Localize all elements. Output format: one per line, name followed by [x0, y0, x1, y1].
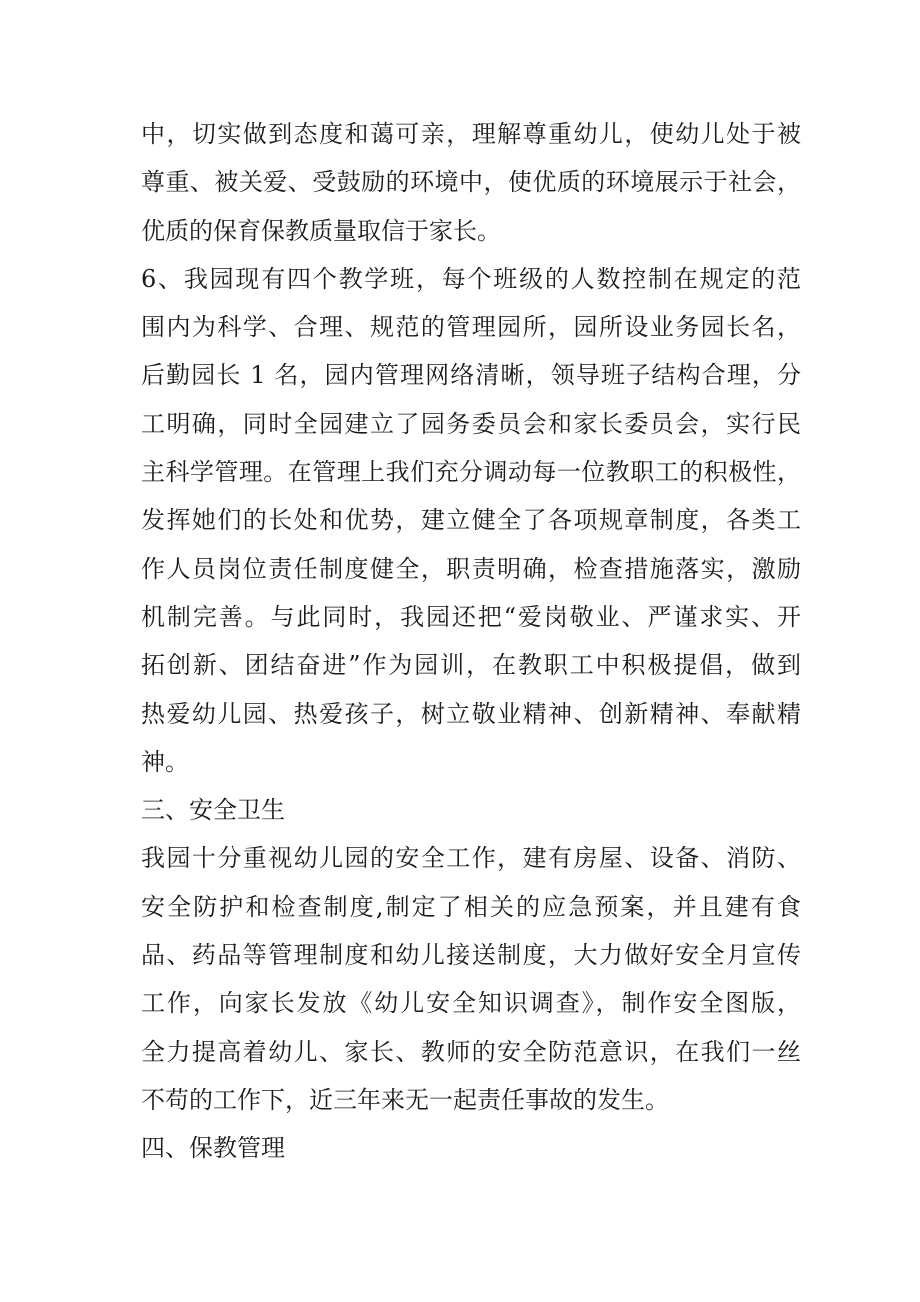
- text-line: 作人员岗位责任制度健全，职责明确，检查措施落实，激励: [141, 554, 801, 583]
- text-line: 6、我园现有四个教学班，每个班级的人数控制在规定的范: [141, 264, 801, 293]
- section-heading: 四、保教管理: [141, 1134, 285, 1163]
- text-line: 优质的保育保教质量取信于家长。: [141, 216, 501, 245]
- text-line: 神。: [141, 747, 189, 776]
- text-line: 工作，向家长发放《幼儿安全知识调查》，制作安全图版，: [141, 989, 801, 1018]
- text-line: 工明确，同时全园建立了园务委员会和家长委员会，实行民: [141, 409, 801, 438]
- text-line: 安全防护和检查制度,制定了相关的应急预案，并且建有食: [141, 892, 801, 921]
- text-line: 全力提高着幼儿、家长、教师的安全防范意识，在我们一丝: [141, 1037, 801, 1066]
- text-line: 主科学管理。在管理上我们充分调动每一位教职工的积极性，: [141, 458, 801, 487]
- text-line: 品、药品等管理制度和幼儿接送制度，大力做好安全月宣传: [141, 941, 801, 970]
- text-line: 围内为科学、合理、规范的管理园所，园所设业务园长名，: [141, 313, 801, 342]
- text-line: 热爱幼儿园、热爱孩子，树立敬业精神、创新精神、奉献精: [141, 699, 801, 728]
- text-line: 尊重、被关爱、受鼓励的环境中，使优质的环境展示于社会，: [141, 168, 801, 197]
- text-line: 我园十分重视幼儿园的安全工作，建有房屋、设备、消防、: [141, 844, 801, 873]
- body-text: [141, 110, 801, 1173]
- text-line: 中，切实做到态度和蔼可亲，理解尊重幼儿，使幼儿处于被: [141, 120, 801, 148]
- text-line: 后勤园长 1 名，园内管理网络清晰，领导班子结构合理，分: [141, 361, 801, 390]
- section-heading: 三、安全卫生: [141, 796, 285, 825]
- text-line: 发挥她们的长处和优势，建立健全了各项规章制度，各类工: [141, 506, 801, 535]
- text-line: 机制完善。与此同时，我园还把“爱岗敬业、严谨求实、开: [141, 602, 801, 631]
- text-line: 拓创新、团结奋进”作为园训，在教职工中积极提倡，做到: [141, 651, 801, 680]
- text-line: 不苟的工作下，近三年来无一起责任事故的发生。: [141, 1085, 669, 1114]
